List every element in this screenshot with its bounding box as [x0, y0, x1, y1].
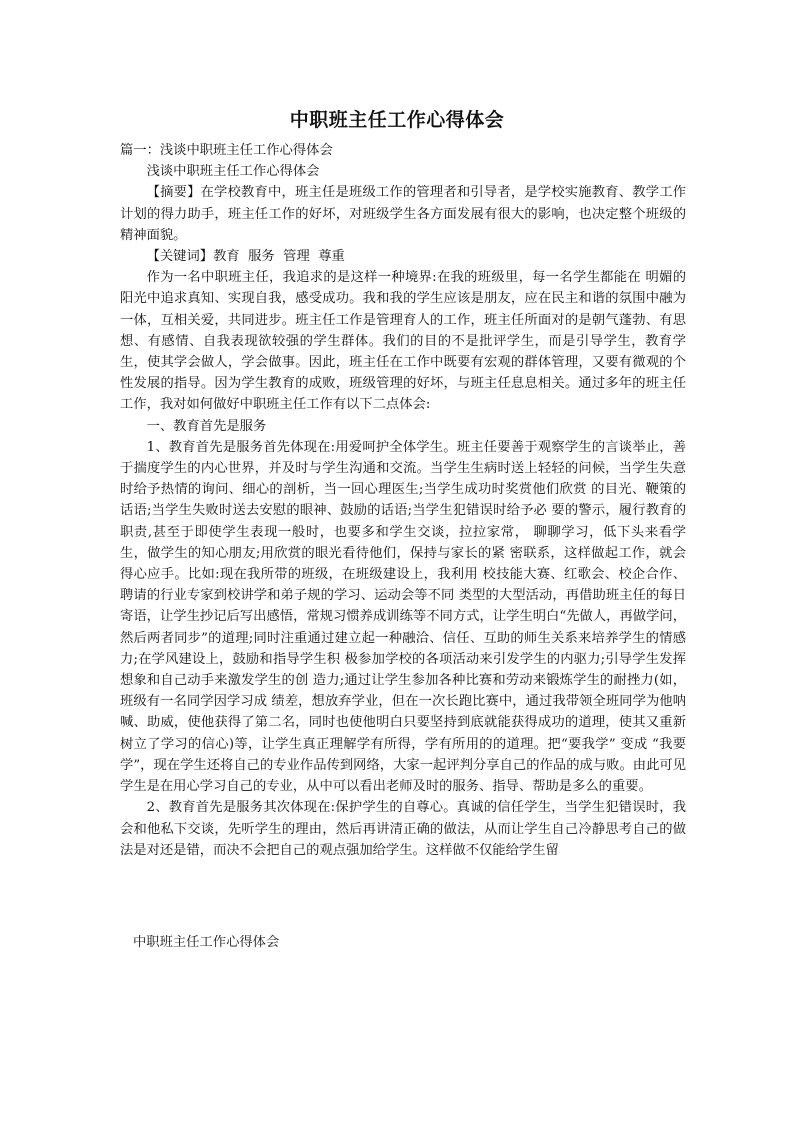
keywords-text: 教育 服务 管理 尊重	[213, 249, 345, 265]
section-heading: 一、教育首先是服务	[146, 418, 267, 434]
abstract-paragraph	[120, 182, 686, 246]
intro-paragraph: 作为一名中职班主任，我追求的是这样一种境界:在我的班级里，每一名学生都能在 明媚的阳光中追求真知、实现自我，感受成功。我和我的学生应该是朋友，应在民主和谐的氛围中融为一体，互相关爱，共同进步。班主任工作是管理育人的工作，班主任所面对的是朝气蓬勃、有思想、有感情、自我表现欲较强的学生群体。我们的目的不是批评学生，而是引导学生，教育学生，使其学会做人，学会做事。因此，班主任在工作中既要有宏观的群体管理，又要有微观的个性发展的指导。因为学生教育的成败，班级管理的好坏，与班主任息息相关。通过多年的班主任工作，我对如何做好中职班主任工作有以下二点体会:	[120, 270, 686, 413]
abstract-text: 在学校教育中，班主任是班级工作的管理者和引导者，是学校实施教育、教学工作计划的得力助手，班主任工作的好坏，对班级学生各方面发展有很大的影响，也决定整个班级的精神面貌。	[120, 185, 687, 243]
page-footer: 中职班主任工作心得体会	[133, 935, 280, 950]
document-body	[120, 140, 686, 861]
document-title: 中职班主任工作心得体会	[289, 109, 505, 131]
body-paragraph-2: 2、教育首先是服务其次体现在:保护学生的自尊心。真诚的信任学生，当学生犯错误时，我会和他私下交谈，先听学生的理由，然后再讲清正确的做法，从而让学生自己冷静思考自己的做法是对还是错，而决不会把自己的观点强加给学生。这样做不仅能给学生留	[120, 800, 686, 858]
keywords-label: 【关键词】	[146, 249, 214, 265]
abstract-label: 【摘要】	[146, 185, 201, 201]
section-label: 篇一：浅谈中职班主任工作心得体会	[120, 143, 333, 158]
article-subtitle: 浅谈中职班主任工作心得体会	[146, 164, 320, 180]
body-paragraph-1: 1、教育首先是服务首先体现在:用爱呵护全体学生。班主任要善于观察学生的言谈举止，善于揣度学生的内心世界，并及时与学生沟通和交流。当学生生病时送上轻轻的问候，当学生失意时给予热情的询问、细心的剖析，当一回心理医生;当学生成功时奖赏他们欣赏 的目光、鞭策的话语;当学生失败时送去安慰的眼神、鼓励的话语;当学生犯错误时给予必 要的警示，履行教育的职责,甚至于即使学生表现一般时，也要多和学生交谈，拉拉家常， 聊聊学习，低下头来看学生，做学生的知心朋友;用欣赏的眼光看待他们，保持与家长的紧 密联系，这样做起工作，就会得心应手。比如:现在我所带的班级，在班级建设上，我利用 校技能大赛、红歌会、校企合作、聘请的行业专家到校讲学和弟子规的学习、运动会等不同 类型的大型活动，再借助班主任的每日寄语，让学生抄记后写出感悟，常规习惯养成训练等不同方式，让学生明白“先做人，再做学问，然后两者同步”的道理;同时注重通过建立起一种融洽、信任、互助的师生关系来培养学生的情感力;在学风建设上，鼓励和指导学生积 极参加学校的各项活动来引发学生的内驱力;引导学生发挥想象和自己动手来激发学生的创 造力;通过让学生参加各种比赛和劳动来锻炼学生的耐挫力(如，班级有一名同学因学习成 绩差，想放弃学业，但在一次长跑比赛中，通过我带领全班同学为他呐喊、助威，使他获得了第二名，同时也使他明白只要坚持到底就能获得成功的道理，使其又重新树立了学习的信心)等，让学生真正理解学有所得，学有所用的的道理。把“要我学” 变成 “我要学”，现在学生还将自己的专业作品传到网络，大家一起评判分享自己的作品的成与败。由此可见学生是在用心学习自己的专业，从中可以看出老师及时的服务、指导、帮助是多么的重要。	[120, 439, 686, 795]
keywords-paragraph	[120, 246, 686, 267]
